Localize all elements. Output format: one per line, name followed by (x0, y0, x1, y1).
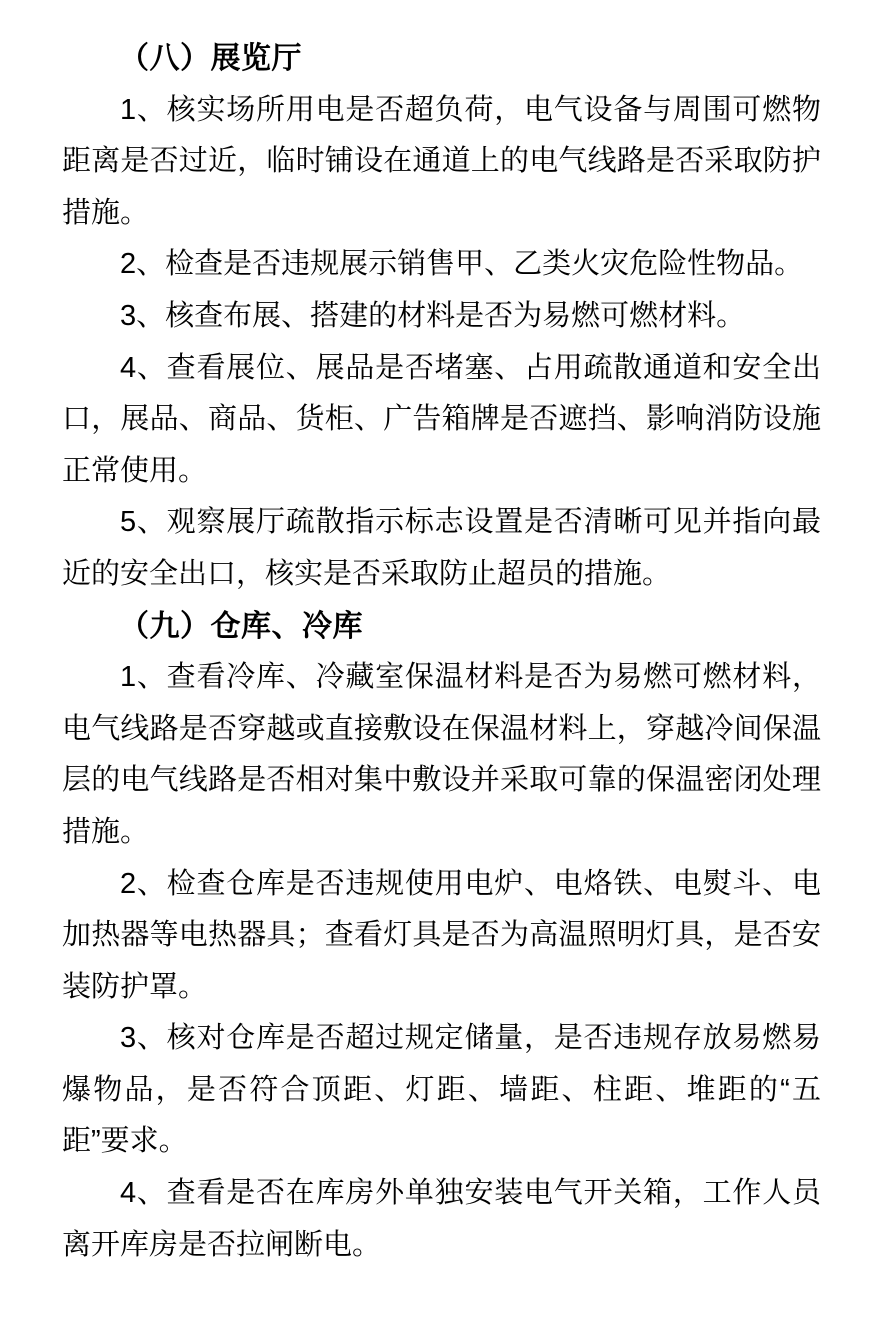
list-item: 3、核对仓库是否超过规定储量，是否违规存放易燃易爆物品，是否符合顶距、灯距、墙距、柱距、堆距的“五距”要求。 (62, 1022, 821, 1158)
list-item: 1、核实场所用电是否超负荷，电气设备与周围可燃物距离是否过近，临时铺设在通道上的电气线路是否采取防护措施。 (62, 93, 821, 229)
list-item: 3、核查布展、搭建的材料是否为易燃可燃材料。 (120, 299, 746, 332)
list-item: 2、检查仓库是否违规使用电炉、电烙铁、电熨斗、电加热器等电热器具；查看灯具是否为高温照明灯具，是否安装防护罩。 (62, 867, 821, 1003)
section-exhibition-hall (62, 33, 821, 601)
list-item: 4、查看展位、展品是否堵塞、占用疏散通道和安全出口，展品、商品、货柜、广告箱牌是否遮挡、影响消防设施正常使用。 (62, 351, 821, 487)
list-item: 2、检查是否违规展示销售甲、乙类火灾危险性物品。 (120, 248, 804, 281)
section-heading-warehouse-cold-storage: （九）仓库、冷库 (119, 609, 363, 643)
section-warehouse-cold-storage (62, 601, 821, 1272)
list-item: 5、观察展厅疏散指示标志设置是否清晰可见并指向最近的安全出口，核实是否采取防止超员的措施。 (62, 506, 821, 590)
list-item: 1、查看冷库、冷藏室保温材料是否为易燃可燃材料，电气线路是否穿越或直接敷设在保温材料上，穿越冷间保温层的电气线路是否相对集中敷设并采取可靠的保温密闭处理措施。 (62, 661, 821, 848)
section-heading-exhibition-hall: （八）展览厅 (119, 42, 302, 75)
list-item: 4、查看是否在库房外单独安装电气开关箱，工作人员离开库房是否拉闸断电。 (62, 1177, 821, 1261)
